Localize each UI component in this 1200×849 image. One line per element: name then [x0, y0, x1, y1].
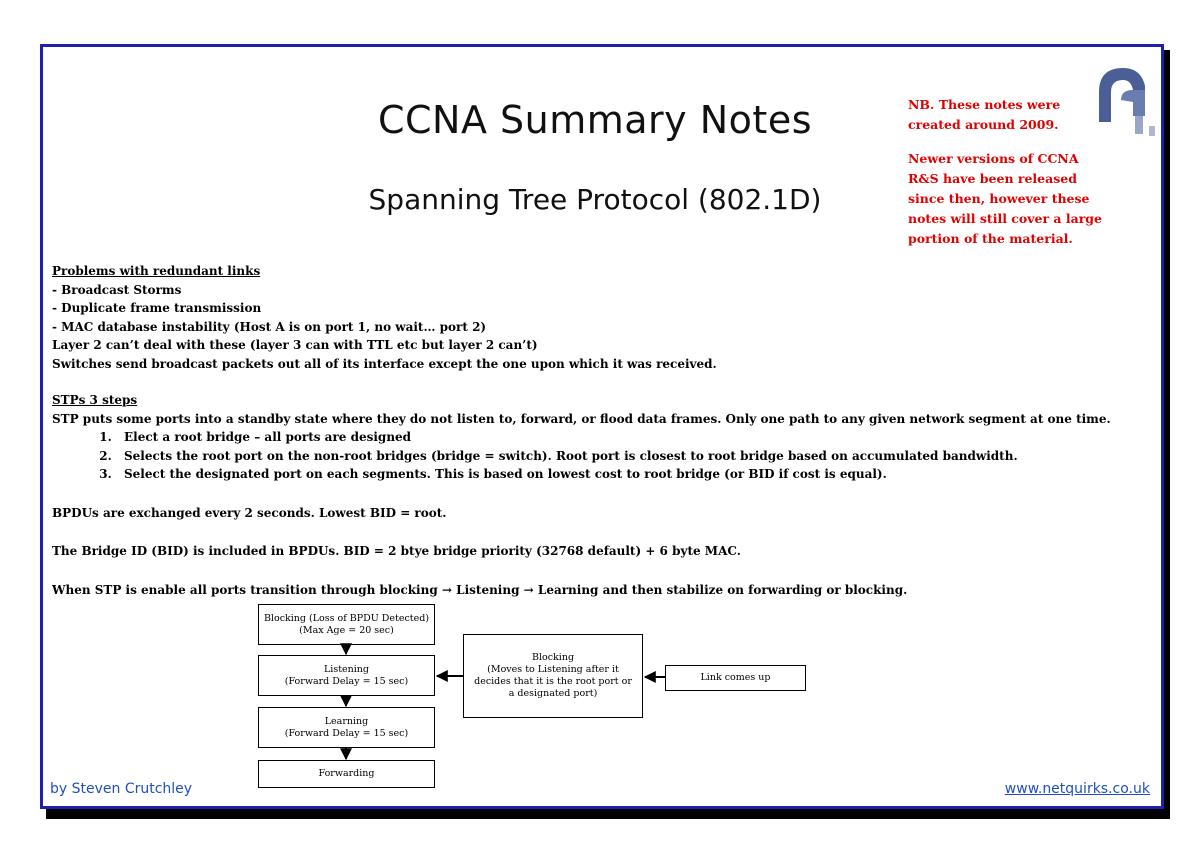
steps-list: [52, 428, 1152, 484]
steps-intro: STP puts some ports into a standby state where they do not listen to, forward, or flood data frames. Only one path to any given network segment at one time.: [52, 411, 1111, 426]
steps-list-item: 3. Select the designated port on each segments. This is based on lowest cost to root bridge (or BID if cost is equal).: [116, 465, 1152, 484]
nb-note-line1: NB. These notes were created around 2009.: [908, 97, 1061, 132]
steps-list-item: 1. Elect a root bridge – all ports are designed: [116, 428, 1152, 447]
problem-item: - MAC database instability (Host A is on port 1, no wait… port 2): [52, 319, 487, 334]
problems-heading: Problems with redundant links: [52, 264, 261, 278]
bid-paragraph: The Bridge ID (BID) is included in BPDUs. BID = 2 btye bridge priority (32768 default) + 6 byte MAC.: [52, 544, 741, 558]
problem-item: - Broadcast Storms: [52, 282, 182, 297]
website-link[interactable]: www.netquirks.co.uk: [1004, 781, 1150, 797]
problem-item: - Duplicate frame transmission: [52, 301, 262, 315]
link-up-box: Link comes up: [665, 665, 806, 691]
page-subtitle: Spanning Tree Protocol (802.1D): [368, 183, 822, 216]
listening-box: Listening (Forward Delay = 15 sec): [258, 655, 435, 696]
steps-list-item: 2. Selects the root port on the non-root bridges (bridge = switch). Root port is closest to root bridge based on accumulated bandwidth.: [116, 447, 1152, 466]
page-title: CCNA Summary Notes: [377, 98, 813, 142]
netquirks-logo-icon: [1093, 60, 1157, 140]
bpdu-paragraph: BPDUs are exchanged every 2 seconds. Lowest BID = root.: [52, 505, 447, 520]
nb-note: [908, 95, 1108, 263]
steps-heading: STPs 3 steps: [52, 393, 138, 407]
nb-note-line2: Newer versions of CCNA R&S have been released since then, however these notes will still cover a large portion of the material.: [908, 151, 1102, 246]
blocking-side-box: Blocking (Moves to Listening after it decides that it is the root port or a designated port): [463, 634, 643, 718]
transition-paragraph: When STP is enable all ports transition through blocking → Listening → Learning and then stabilize on forwarding or blocking.: [52, 582, 908, 597]
body-text: [52, 262, 1152, 599]
learning-box: Learning (Forward Delay = 15 sec): [258, 707, 435, 748]
blocking-loss-box: Blocking (Loss of BPDU Detected) (Max Age = 20 sec): [258, 604, 435, 645]
problem-item: Switches send broadcast packets out all of its interface except the one upon which it was received.: [52, 356, 717, 371]
author-credit: by Steven Crutchley: [50, 781, 193, 797]
forwarding-box: Forwarding: [258, 760, 435, 788]
problem-item: Layer 2 can’t deal with these (layer 3 can with TTL etc but layer 2 can’t): [52, 338, 538, 352]
